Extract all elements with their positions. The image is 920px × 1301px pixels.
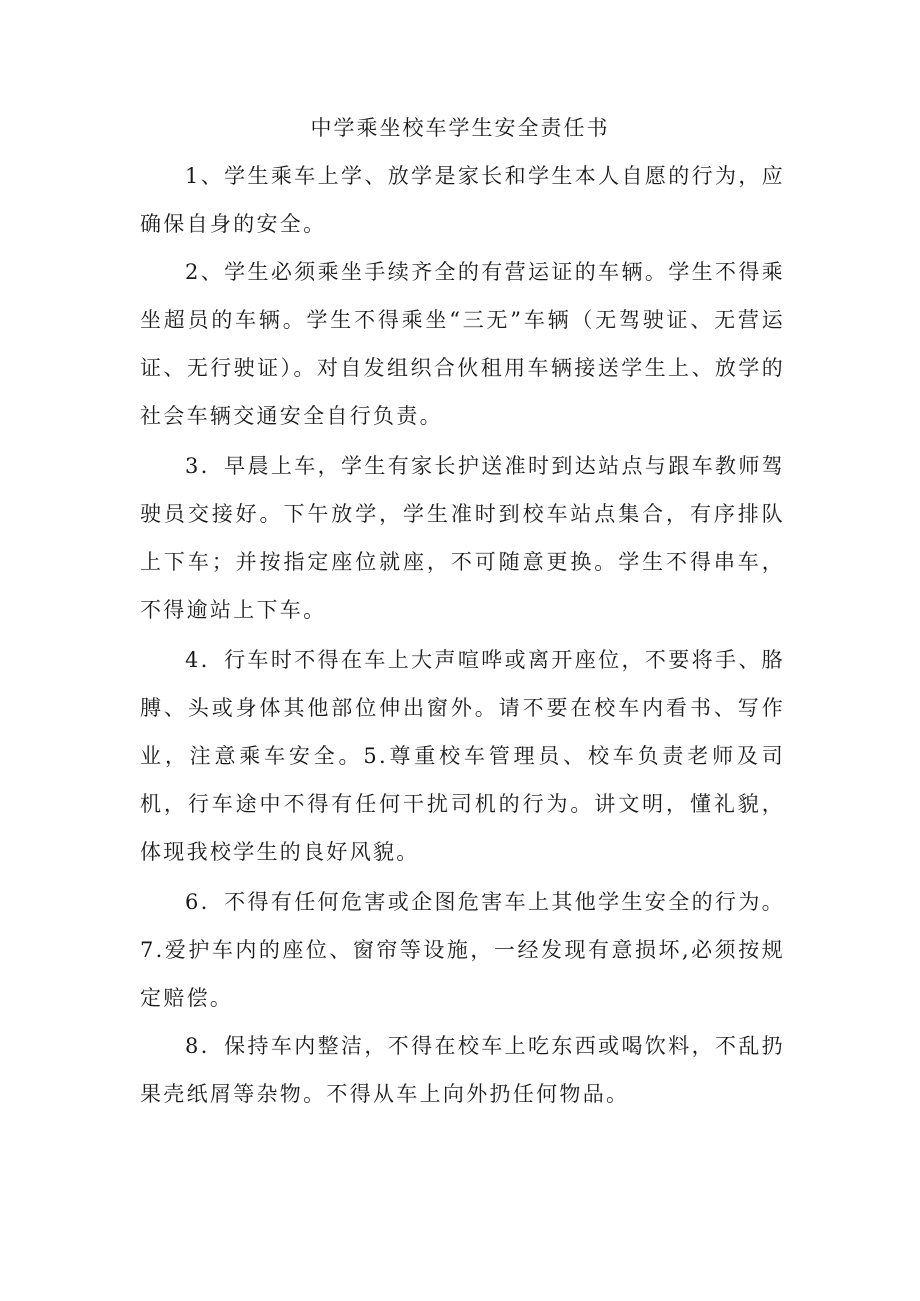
paragraph-1: 1、学生乘车上学、放学是家长和学生本人自愿的行为，应确保自身的安全。 <box>140 164 785 236</box>
paragraph-2: 2、学生必须乘坐手续齐全的有营运证的车辆。学生不得乘坐超员的车辆。学生不得乘坐“三无”车辆（无驾驶证、无营运证、无行驶证）。对自发组织合伙租用车辆接送学生上、放学的社会车辆交通安全自行负责。 <box>140 260 785 428</box>
paragraph-3: 3．早晨上车，学生有家长护送准时到达站点与跟车教师驾驶员交接好。下午放学，学生准时到校车站点集合，有序排队上下车；并按指定座位就座，不可随意更换。学生不得串车，不得逾站上下车。 <box>140 454 785 622</box>
paragraph-6: 8．保持车内整洁，不得在校车上吃东西或喝饮料，不乱扔果壳纸屑等杂物。不得从车上向外扔任何物品。 <box>140 1034 785 1106</box>
paragraph-4: 4．行车时不得在车上大声喧哗或离开座位，不要将手、胳膊、头或身体其他部位伸出窗外。请不要在校车内看书、写作业，注意乘车安全。5.尊重校车管理员、校车负责老师及司机，行车途中不得有任何干扰司机的行为。讲文明，懂礼貌，体现我校学生的良好风貌。 <box>140 648 785 864</box>
paragraph-5: 6．不得有任何危害或企图危害车上其他学生安全的行为。7.爱护车内的座位、窗帘等设施，一经发现有意损坏,必须按规定赔偿。 <box>140 890 785 1010</box>
document-title: 中学乘坐校车学生安全责任书 <box>310 116 610 140</box>
